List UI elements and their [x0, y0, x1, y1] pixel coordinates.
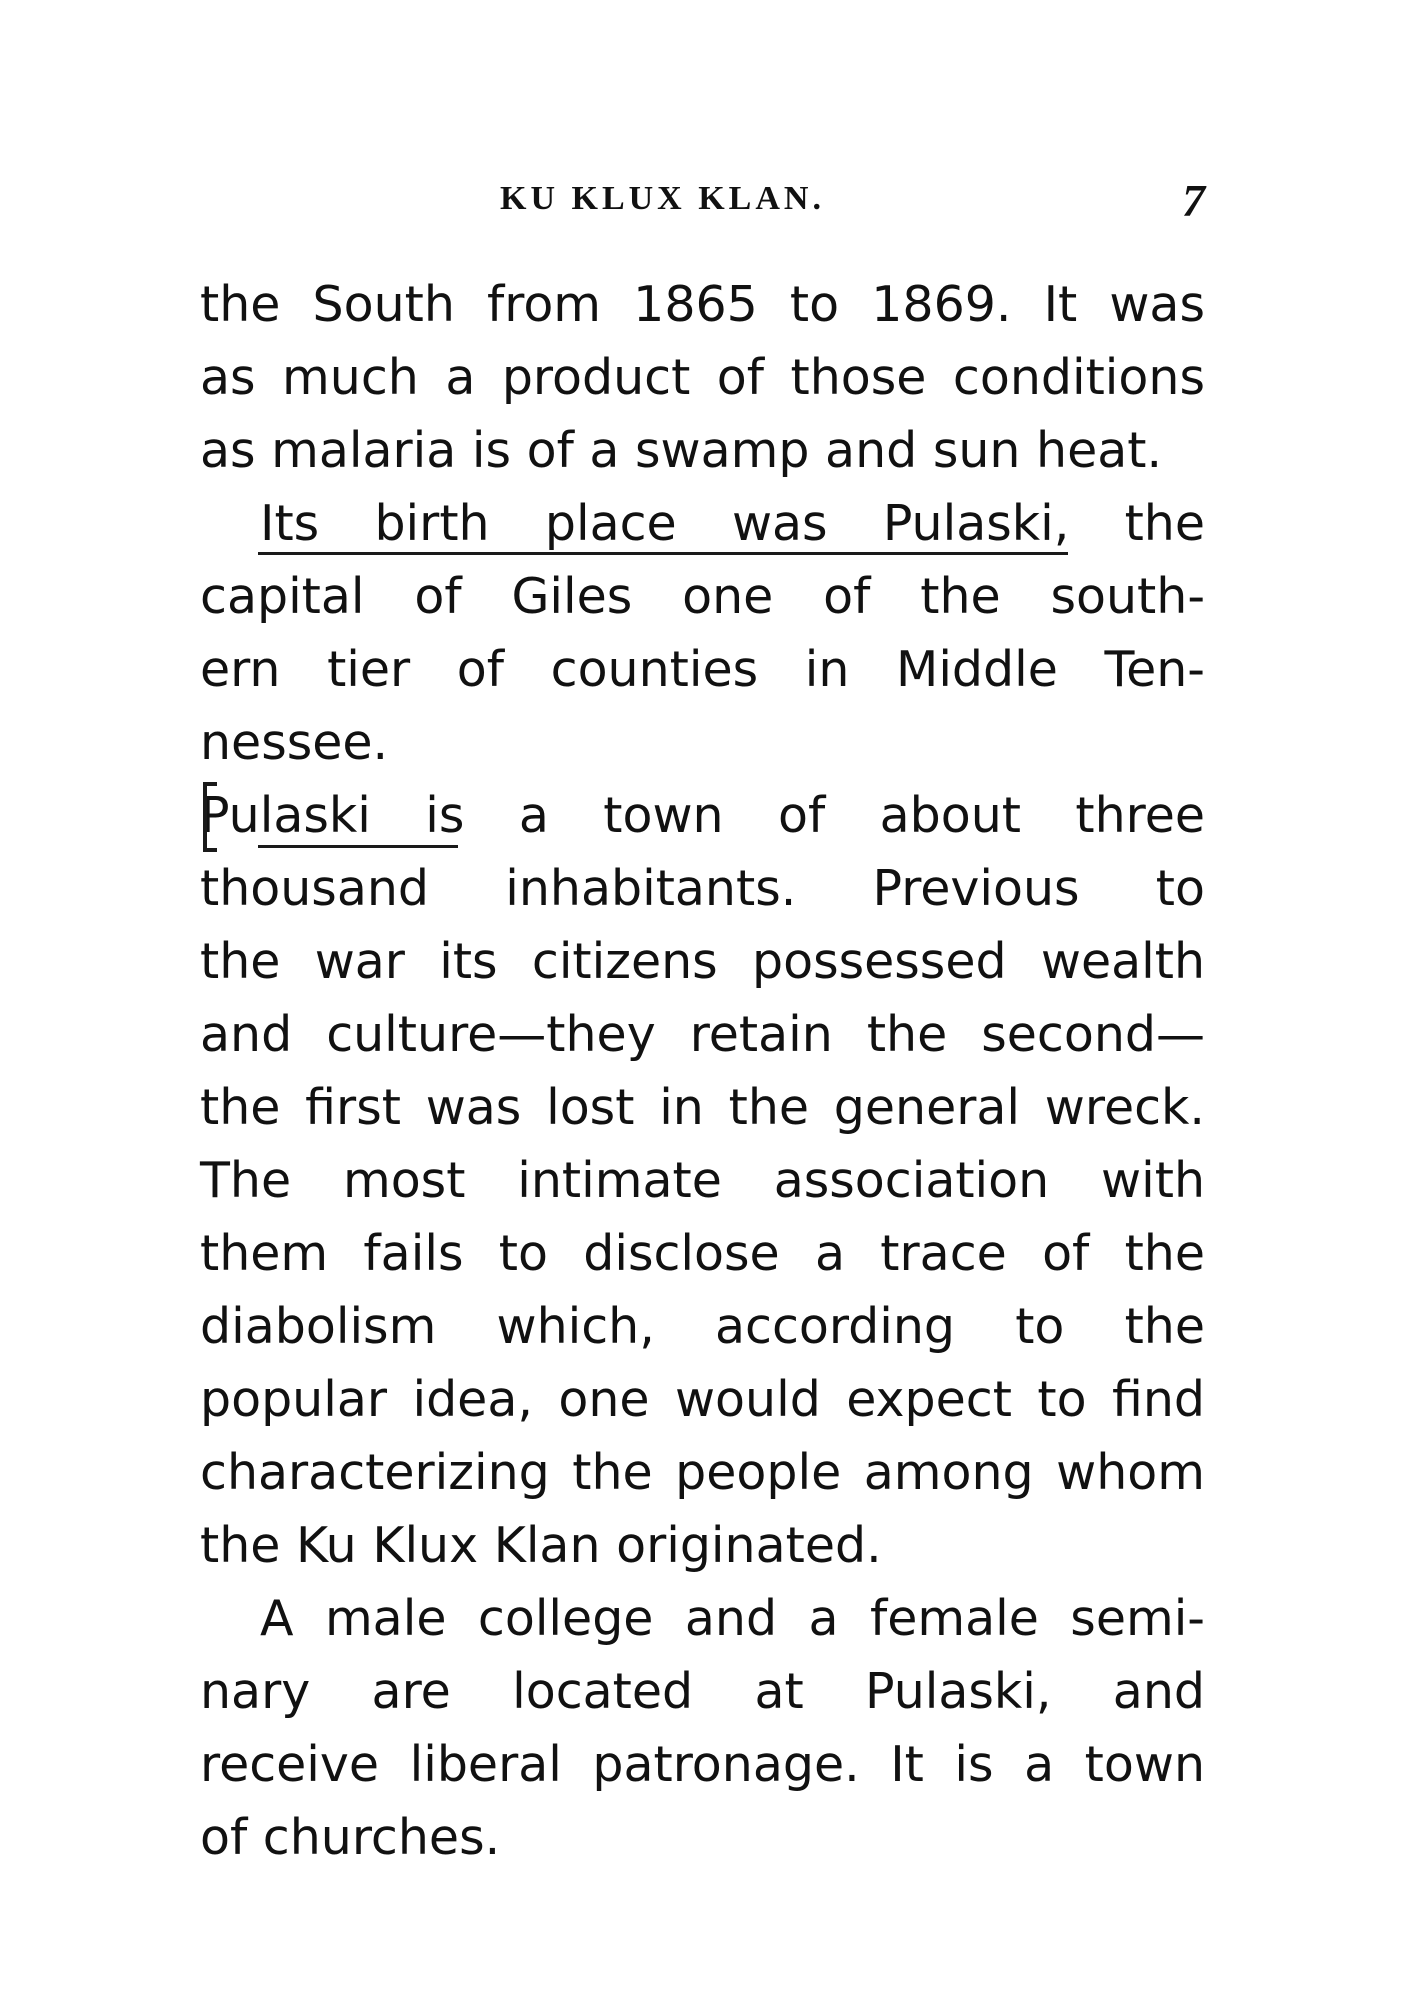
- text-line: the Ku Klux Klan originated.: [200, 1517, 882, 1574]
- body-text: [200, 268, 1205, 1874]
- text-line: as malaria is of a swamp and sun heat.: [200, 422, 1163, 479]
- text-line: as much a product of those conditions: [200, 349, 1205, 406]
- text-line: nessee.: [200, 714, 389, 771]
- text-line: them fails to disclose a trace of the: [200, 1225, 1205, 1282]
- text-line: A male college and a female semi-: [260, 1590, 1205, 1647]
- text-line: diabolism which, according to the: [200, 1298, 1205, 1355]
- text-line: the first was lost in the general wreck.: [200, 1079, 1205, 1136]
- pencil-underline-pulaski: [258, 845, 458, 848]
- text-line: thousand inhabitants. Previous to: [200, 860, 1205, 917]
- text-line: The most intimate association with: [200, 1152, 1205, 1209]
- text-line: Pulaski is a town of about three: [200, 787, 1205, 844]
- text-line: the South from 1865 to 1869. It was: [200, 276, 1205, 333]
- text-line: Its birth place was Pulaski, the: [260, 495, 1205, 552]
- pencil-bracket-mark: [203, 782, 217, 852]
- text-line: and culture—they retain the second—: [200, 1006, 1205, 1063]
- pencil-underline-birth-place: [258, 552, 1068, 555]
- running-head: [200, 175, 1205, 240]
- text-line: the war its citizens possessed wealth: [200, 933, 1205, 990]
- text-line: nary are located at Pulaski, and: [200, 1663, 1205, 1720]
- text-line: popular idea, one would expect to find: [200, 1371, 1205, 1428]
- text-line: of churches.: [200, 1809, 501, 1866]
- text-line: characterizing the people among whom: [200, 1444, 1205, 1501]
- page-number: 7: [1182, 175, 1205, 226]
- running-title: KU KLUX KLAN.: [500, 180, 825, 217]
- text-line: capital of Giles one of the south-: [200, 568, 1205, 625]
- text-line: receive liberal patronage. It is a town: [200, 1736, 1205, 1793]
- text-line: ern tier of counties in Middle Ten-: [200, 641, 1205, 698]
